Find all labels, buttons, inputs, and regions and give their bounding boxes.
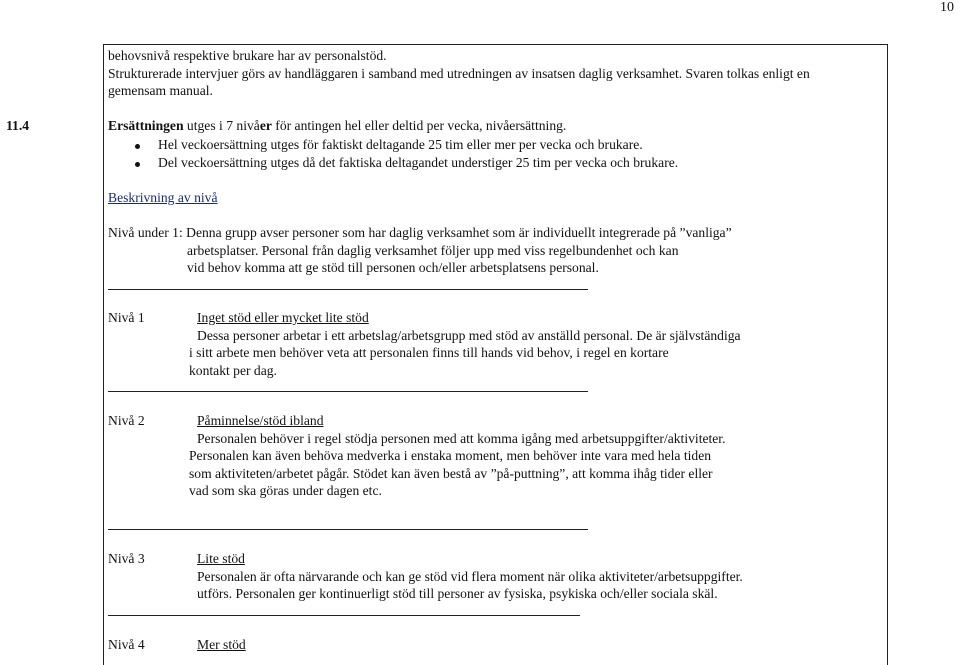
level-2-line-2: Personalen kan även behöva medverka i enstaka moment, men behöver inte vara med hela tiden xyxy=(189,448,712,463)
level-2-title: Påminnelse/stöd ibland xyxy=(197,413,324,428)
level-3-label: Nivå 3 xyxy=(108,551,145,566)
section-title-rest2: för antingen hel eller deltid per vecka, nivåersättning. xyxy=(271,118,567,133)
section-title xyxy=(108,117,566,135)
level-1-title: Inget stöd eller mycket lite stöd xyxy=(197,310,369,325)
intro-line-2: Strukturerade intervjuer görs av handläggaren i samband med utredningen av insatsen daglig verksamhet. Svaren tolkas enligt en xyxy=(108,66,810,81)
level-1-label: Nivå 1 xyxy=(108,310,145,325)
level-3-title: Lite stöd xyxy=(197,551,245,566)
section-title-bold2: er xyxy=(259,118,272,133)
divider xyxy=(108,615,580,616)
section-number: 11.4 xyxy=(6,118,30,133)
level-2-label: Nivå 2 xyxy=(108,413,145,428)
level-under-1-text: : Denna grupp avser personer som har daglig verksamhet som är individuellt integrerade på ”vanliga” xyxy=(178,225,732,240)
divider xyxy=(108,391,588,392)
level-2-line-4: vad som ska göras under dagen etc. xyxy=(189,483,382,498)
intro-line-3: gemensam manual. xyxy=(108,83,213,98)
bullet-item-1: Hel veckoersättning utges för faktiskt deltagande 25 tim eller mer per vecka och brukare. xyxy=(158,137,643,152)
level-under-1-line-1 xyxy=(108,224,732,242)
level-1-line-2: i sitt arbete men behöver veta att personalen finns till hands vid behov, i regel en kortare xyxy=(189,345,669,360)
level-under-1-line-2: arbetsplatser. Personal från daglig verksamhet följer upp med viss regelbundenhet och kan xyxy=(187,243,679,258)
intro-line-1: behovsnivå respektive brukare har av personalstöd. xyxy=(108,48,387,63)
level-2-line-3: som aktiviteten/arbetet pågår. Stödet kan även bestå av ”på-puttning”, att komma ihåg tider eller xyxy=(189,466,713,481)
level-3-line-1: Personalen är ofta närvarande och kan ge stöd vid flera moment när olika aktiviteter/arbetsuppgifter. xyxy=(197,569,743,584)
bullet-icon xyxy=(135,144,140,149)
level-under-1-lead: Nivå under 1 xyxy=(108,225,179,240)
level-3-line-2: utförs. Personalen ger kontinuerligt stöd till personer av fysiska, psykiska och/eller sociala skäl. xyxy=(197,586,718,601)
level-4-label: Nivå 4 xyxy=(108,637,145,652)
level-2-line-1: Personalen behöver i regel stödja personen med att komma igång med arbetsuppgifter/aktiviteter. xyxy=(197,431,726,446)
bullet-item-2: Del veckoersättning utges då det faktiska deltagandet understiger 25 tim per vecka och brukare. xyxy=(158,155,679,170)
level-1-line-1: Dessa personer arbetar i ett arbetslag/arbetsgrupp med stöd av anställd personal. De är självständiga xyxy=(197,328,741,343)
page-number: 10 xyxy=(940,0,954,15)
level-under-1-line-3: vid behov komma att ge stöd till personen och/eller arbetsplatsens personal. xyxy=(187,260,599,275)
section-title-rest: utges i 7 nivå xyxy=(183,118,260,133)
level-4-title: Mer stöd xyxy=(197,637,246,652)
divider xyxy=(108,289,588,290)
description-heading: Beskrivning av nivå xyxy=(108,190,218,205)
level-1-line-3: kontakt per dag. xyxy=(189,363,277,378)
bullet-icon xyxy=(135,162,140,167)
section-title-bold: Ersättningen xyxy=(108,118,184,133)
divider xyxy=(108,529,588,530)
